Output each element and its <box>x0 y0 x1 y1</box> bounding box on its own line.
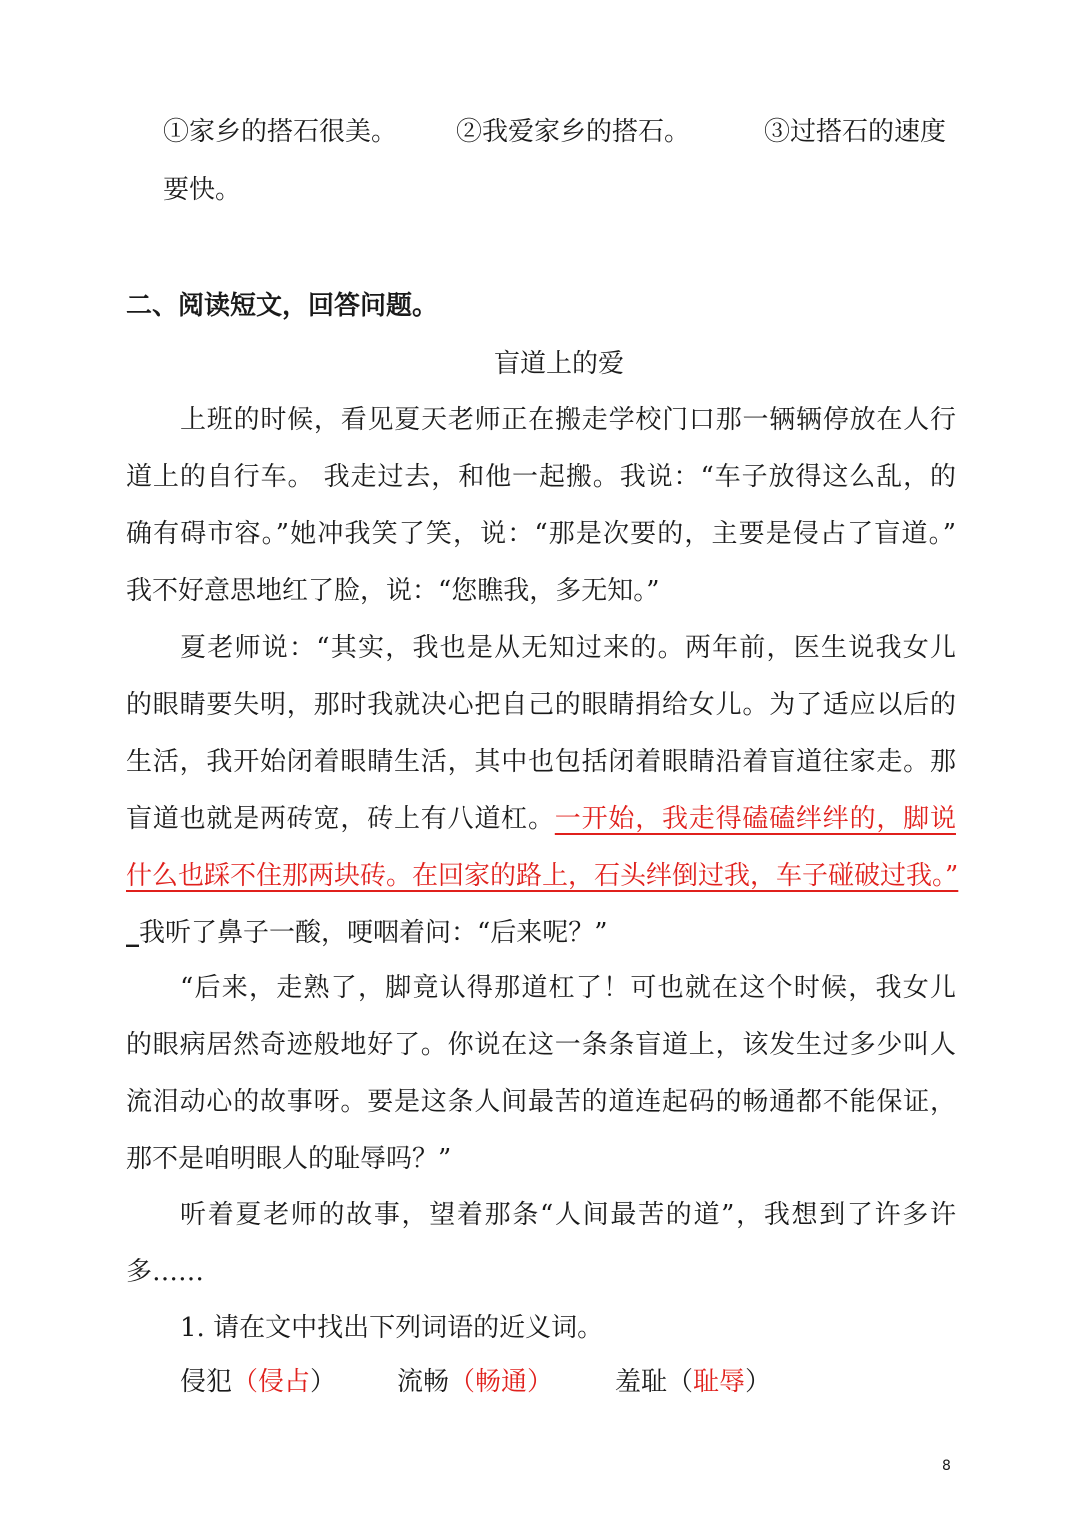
paragraph-3-line-4: 那不是咱明眼人的耻辱吗？” <box>126 1144 452 1174</box>
paragraph-2-line-6 <box>126 913 608 953</box>
paragraph-3-line-2: 的眼病居然奇迹般地好了。你说在这一条条盲道上，该发生过多少叫人 <box>126 1030 956 1060</box>
synonym-word: 流畅 <box>397 1367 450 1397</box>
paragraph-1-line-2: 道上的自行车。 我走过去，和他一起搬。我说：“车子放得这么乱，的 <box>126 462 956 492</box>
bracket-open: （ <box>449 1367 476 1397</box>
highlighted-sentence-start: 一开始，我走得磕磕绊绊的，脚说 <box>554 804 956 834</box>
story-title: 盲道上的爱 <box>494 349 625 379</box>
paragraph-2-line-2: 的眼睛要失明，那时我就决心把自己的眼睛捐给女儿。为了适应以后的 <box>126 690 956 720</box>
synonym-answer: 畅通 <box>475 1367 528 1397</box>
paragraph-2-line-6-text: 我听了鼻子一酸，哽咽着问：“后来呢？” <box>139 918 608 948</box>
highlighted-sentence-end: 什么也踩不住那两块砖。在回家的路上，石头绊倒过我，车子碰破过我。” <box>126 861 959 891</box>
paragraph-2-line-4 <box>126 799 956 839</box>
synonym-answer: 耻辱 <box>693 1367 746 1397</box>
bracket-close: ） <box>745 1367 772 1397</box>
page-number: 8 <box>942 1458 951 1474</box>
synonym-pair <box>180 1362 336 1402</box>
paragraph-3-line-3: 流泪动心的故事呀。要是这条人间最苦的道连起码的畅通都不能保证， <box>126 1087 956 1117</box>
option-2: ②我爱家乡的搭石。 <box>456 117 691 147</box>
paragraph-4-line-1: 听着夏老师的故事，望着那条“人间最苦的道”，我想到了许多许 <box>180 1200 956 1230</box>
bracket-open: （ <box>667 1367 694 1397</box>
paragraph-2-line-1: 夏老师说：“其实，我也是从无知过来的。两年前，医生说我女儿 <box>180 633 956 663</box>
option-3: ③过搭石的速度 <box>764 117 947 147</box>
synonym-word: 羞耻 <box>615 1367 668 1397</box>
bracket-open: （ <box>232 1367 259 1397</box>
synonym-pair <box>397 1362 553 1402</box>
synonym-answer: 侵占 <box>258 1367 311 1397</box>
paragraph-1-line-4: 我不好意思地红了脸，说：“您瞧我，多无知。” <box>126 576 660 606</box>
paragraph-1-line-3: 确有碍市容。”她冲我笑了笑，说：“那是次要的，主要是侵占了盲道。” <box>126 519 956 549</box>
question-1-prompt: 1. 请在文中找出下列词语的近义词。 <box>180 1313 604 1343</box>
paragraph-1-line-1: 上班的时候，看见夏天老师正在搬走学校门口那一辆辆停放在人行 <box>180 405 956 435</box>
synonym-word: 侵犯 <box>180 1367 233 1397</box>
section-heading: 二、阅读短文，回答问题。 <box>126 291 439 321</box>
answer-blank-mark: _ <box>126 918 139 948</box>
paragraph-4-line-2: 多…… <box>126 1257 205 1287</box>
paragraph-3-line-1: “后来，走熟了，脚竟认得那道杠了！可也就在这个时候，我女儿 <box>180 973 956 1003</box>
paragraph-2-line-4-plain: 盲道也就是两砖宽，砖上有八道杠。 <box>126 804 555 834</box>
synonym-pair <box>615 1362 771 1402</box>
bracket-close: ） <box>310 1367 337 1397</box>
paragraph-2-line-3: 生活，我开始闭着眼睛生活，其中也包括闭着眼睛沿着盲道往家走。那 <box>126 747 956 777</box>
option-1: ①家乡的搭石很美。 <box>163 117 398 147</box>
bracket-close: ） <box>527 1367 554 1397</box>
option-3-continued: 要快。 <box>163 175 242 205</box>
